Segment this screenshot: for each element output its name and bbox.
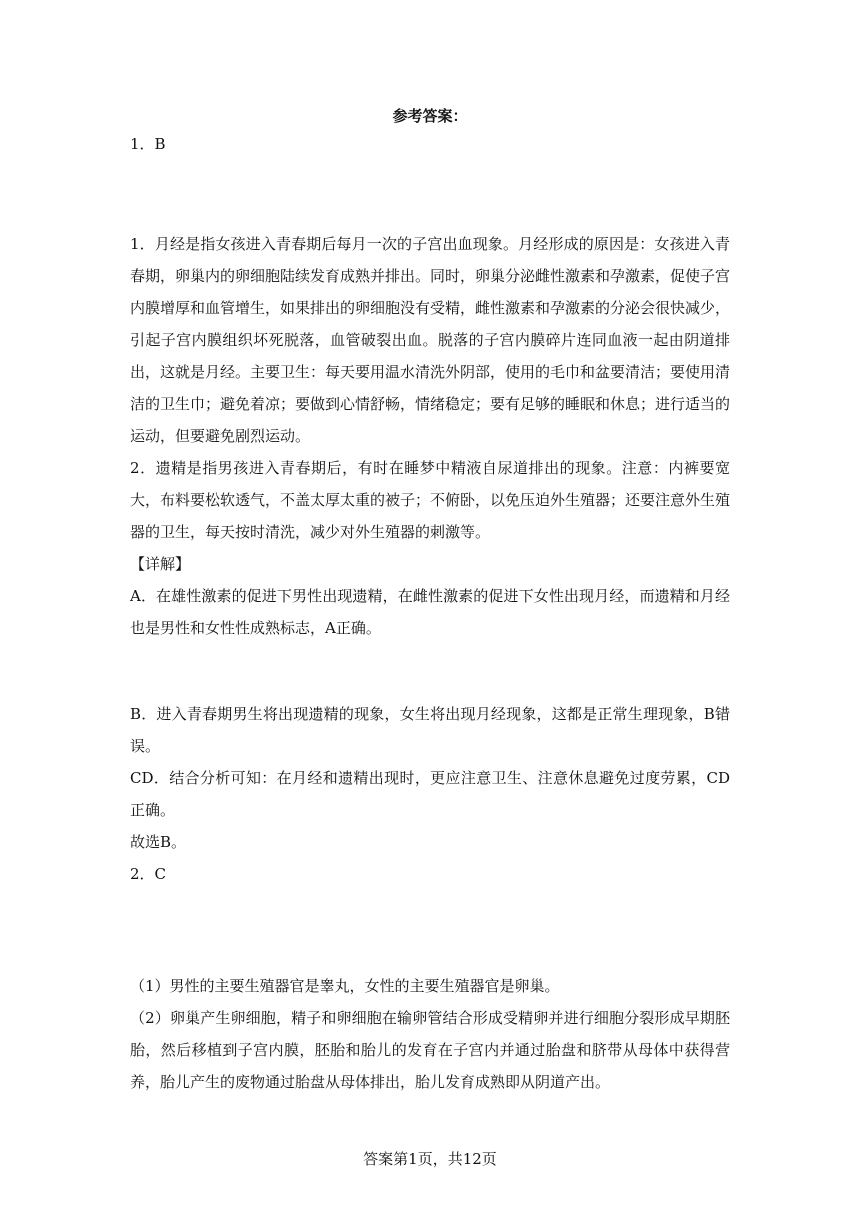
q1-analysis-point-1: 1．月经是指女孩进入青春期后每月一次的子宫出血现象。月经形成的原因是：女孩进入青春期，卵巢内的卵细胞陆续发育成熟并排出。同时，卵巢分泌雌性激素和孕激素，促使子宫内膜增厚和血管增生，如果排出的卵细胞没有受精，雌性激素和孕激素的分泌会很快减少，引起子宫内膜组织坏死脱落，血管破裂出血。脱落的子宫内膜碎片连同血液一起由阴道排出，这就是月经。主要卫生：每天要用温水清洗外阴部，使用的毛巾和盆要清洁；要使用清洁的卫生巾；避免着凉；要做到心情舒畅，情绪稳定；要有足够的睡眠和休息；进行适当的运动，但要避免剧烈运动。: [130, 235, 731, 445]
q2-analysis-point-1: （1）男性的主要生殖器官是睾丸，女性的主要生殖器官是卵巢。: [130, 977, 560, 995]
q1-analysis: [130, 228, 730, 644]
q2-answer-text: 2．C: [130, 865, 167, 883]
q1-option-cd: CD．结合分析可知：在月经和遗精出现时，更应注意卫生、注意休息避免过度劳累，CD正确。: [130, 769, 730, 819]
q1-conclusion: 故选B。: [130, 833, 187, 851]
q1-analysis-point-2: 2．遗精是指男孩进入青春期后，有时在睡梦中精液自尿道排出的现象。注意：内裤要宽大，布料要松软透气，不盖太厚太重的被子；不俯卧，以免压迫外生殖器；还要注意外生殖器的卫生，每天按时清洗，减少对外生殖器的刺激等。: [130, 459, 731, 541]
page-footer: 答案第1页，共12页: [363, 1150, 497, 1168]
q1-answer: [130, 128, 730, 160]
q1-detail-rest: [130, 698, 730, 890]
page-title: 参考答案：: [392, 107, 468, 125]
q2-analysis-point-2: （2）卵巢产生卵细胞，精子和卵细胞在输卵管结合形成受精卵并进行细胞分裂形成早期胚胎，然后移植到子宫内膜，胚胎和胎儿的发育在子宫内并通过胎盘和脐带从母体中获得营养，胎儿产生的废物通过胎盘从母体排出，胎儿发育成熟即从阴道产出。: [130, 1009, 730, 1091]
q1-option-a: A．在雄性激素的促进下男性出现遗精，在雌性激素的促进下女性出现月经，而遗精和月经也是男性和女性性成熟标志，A正确。: [130, 587, 730, 637]
detail-heading: 【详解】: [130, 555, 191, 573]
q1-answer-text: 1．B: [130, 135, 166, 153]
q2-analysis: [130, 970, 730, 1098]
q1-option-b: B．进入青春期男生将出现遗精的现象，女生将出现月经现象，这都是正常生理现象，B错误。: [130, 705, 730, 755]
